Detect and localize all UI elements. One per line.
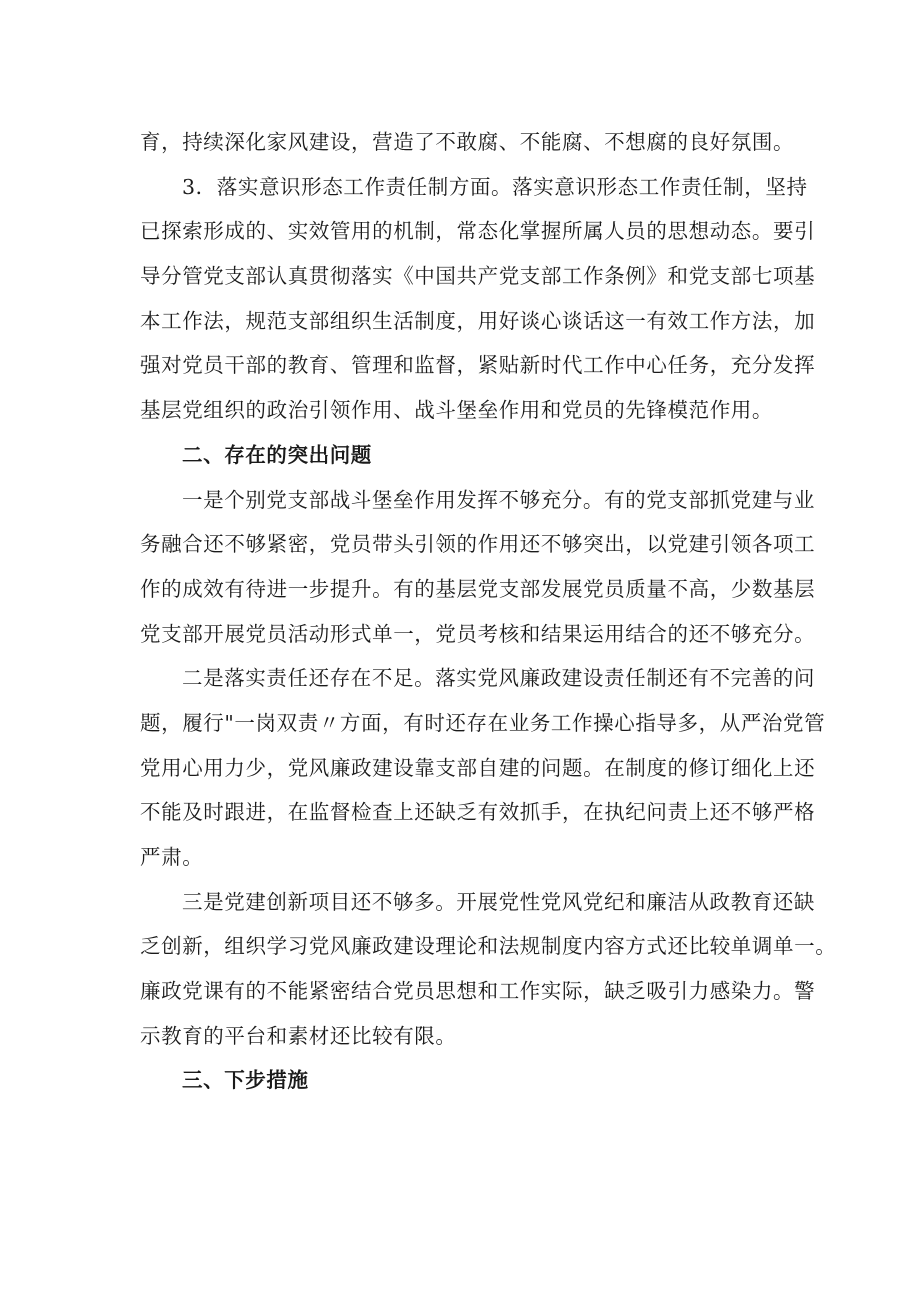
paragraph-line: 3．落实意识形态工作责任制方面。落实意识形态工作责任制，坚持 xyxy=(182,174,808,199)
paragraph-line: 育，持续深化家风建设，营造了不敢腐、不能腐、不想腐的良好氛围。 xyxy=(140,130,795,154)
section-heading-3: 三、下步措施 xyxy=(182,1068,309,1093)
paragraph-line: 导分管党支部认真贯彻落实《中国共产党支部工作条例》和党支部七项基 xyxy=(140,264,816,289)
paragraph-line: 不能及时跟进，在监督检查上还缺乏有效抓手，在执纪问责上还不够严格 xyxy=(140,800,816,825)
section-heading-2: 二、存在的突出问题 xyxy=(182,442,372,467)
paragraph-line: 乏创新，组织学习党风廉政建设理论和法规制度内容方式还比较单调单一。 xyxy=(140,934,837,959)
paragraph-line: 一是个别党支部战斗堡垒作用发挥不够充分。有的党支部抓党建与业 xyxy=(182,487,815,512)
paragraph-line: 题，履行"一岗双责〃方面，有时还存在业务工作操心指导多，从严治党管 xyxy=(140,710,826,735)
paragraph-line: 强对党员干部的教育、管理和监督，紧贴新时代工作中心任务，充分发挥 xyxy=(140,353,816,378)
paragraph-line: 党用心用力少，党风廉政建设靠支部自建的问题。在制度的修订细化上还 xyxy=(140,755,816,780)
paragraph-line: 已探索形成的、实效管用的机制，常态化掌握所属人员的思想动态。要引 xyxy=(140,219,816,244)
paragraph-line: 本工作法，规范支部组织生活制度，用好谈心谈话这一有效工作方法，加 xyxy=(140,308,816,333)
paragraph-line: 二是落实责任还存在不足。落实党风廉政建设责任制还有不完善的问 xyxy=(182,666,815,691)
paragraph-line: 廉政党课有的不能紧密结合党员思想和工作实际，缺乏吸引力感染力。警 xyxy=(140,979,816,1004)
paragraph-line: 基层党组织的政治引领作用、战斗堡垒作用和党员的先锋模范作用。 xyxy=(140,398,773,423)
document-page xyxy=(140,120,837,1103)
paragraph-line: 示教育的平台和素材还比较有限。 xyxy=(140,1023,457,1048)
paragraph-line: 严肃。 xyxy=(140,845,204,869)
paragraph-line: 三是党建创新项目还不够多。开展党性党风党纪和廉洁从政教育还缺 xyxy=(182,889,815,914)
paragraph-line: 党支部开展党员活动形式单一，党员考核和结果运用结合的还不够充分。 xyxy=(140,621,816,646)
paragraph-line: 作的成效有待进一步提升。有的基层党支部发展党员质量不高，少数基层 xyxy=(140,576,816,601)
paragraph-line: 务融合还不够紧密，党员带头引领的作用还不够突出，以党建引领各项工 xyxy=(140,532,816,557)
